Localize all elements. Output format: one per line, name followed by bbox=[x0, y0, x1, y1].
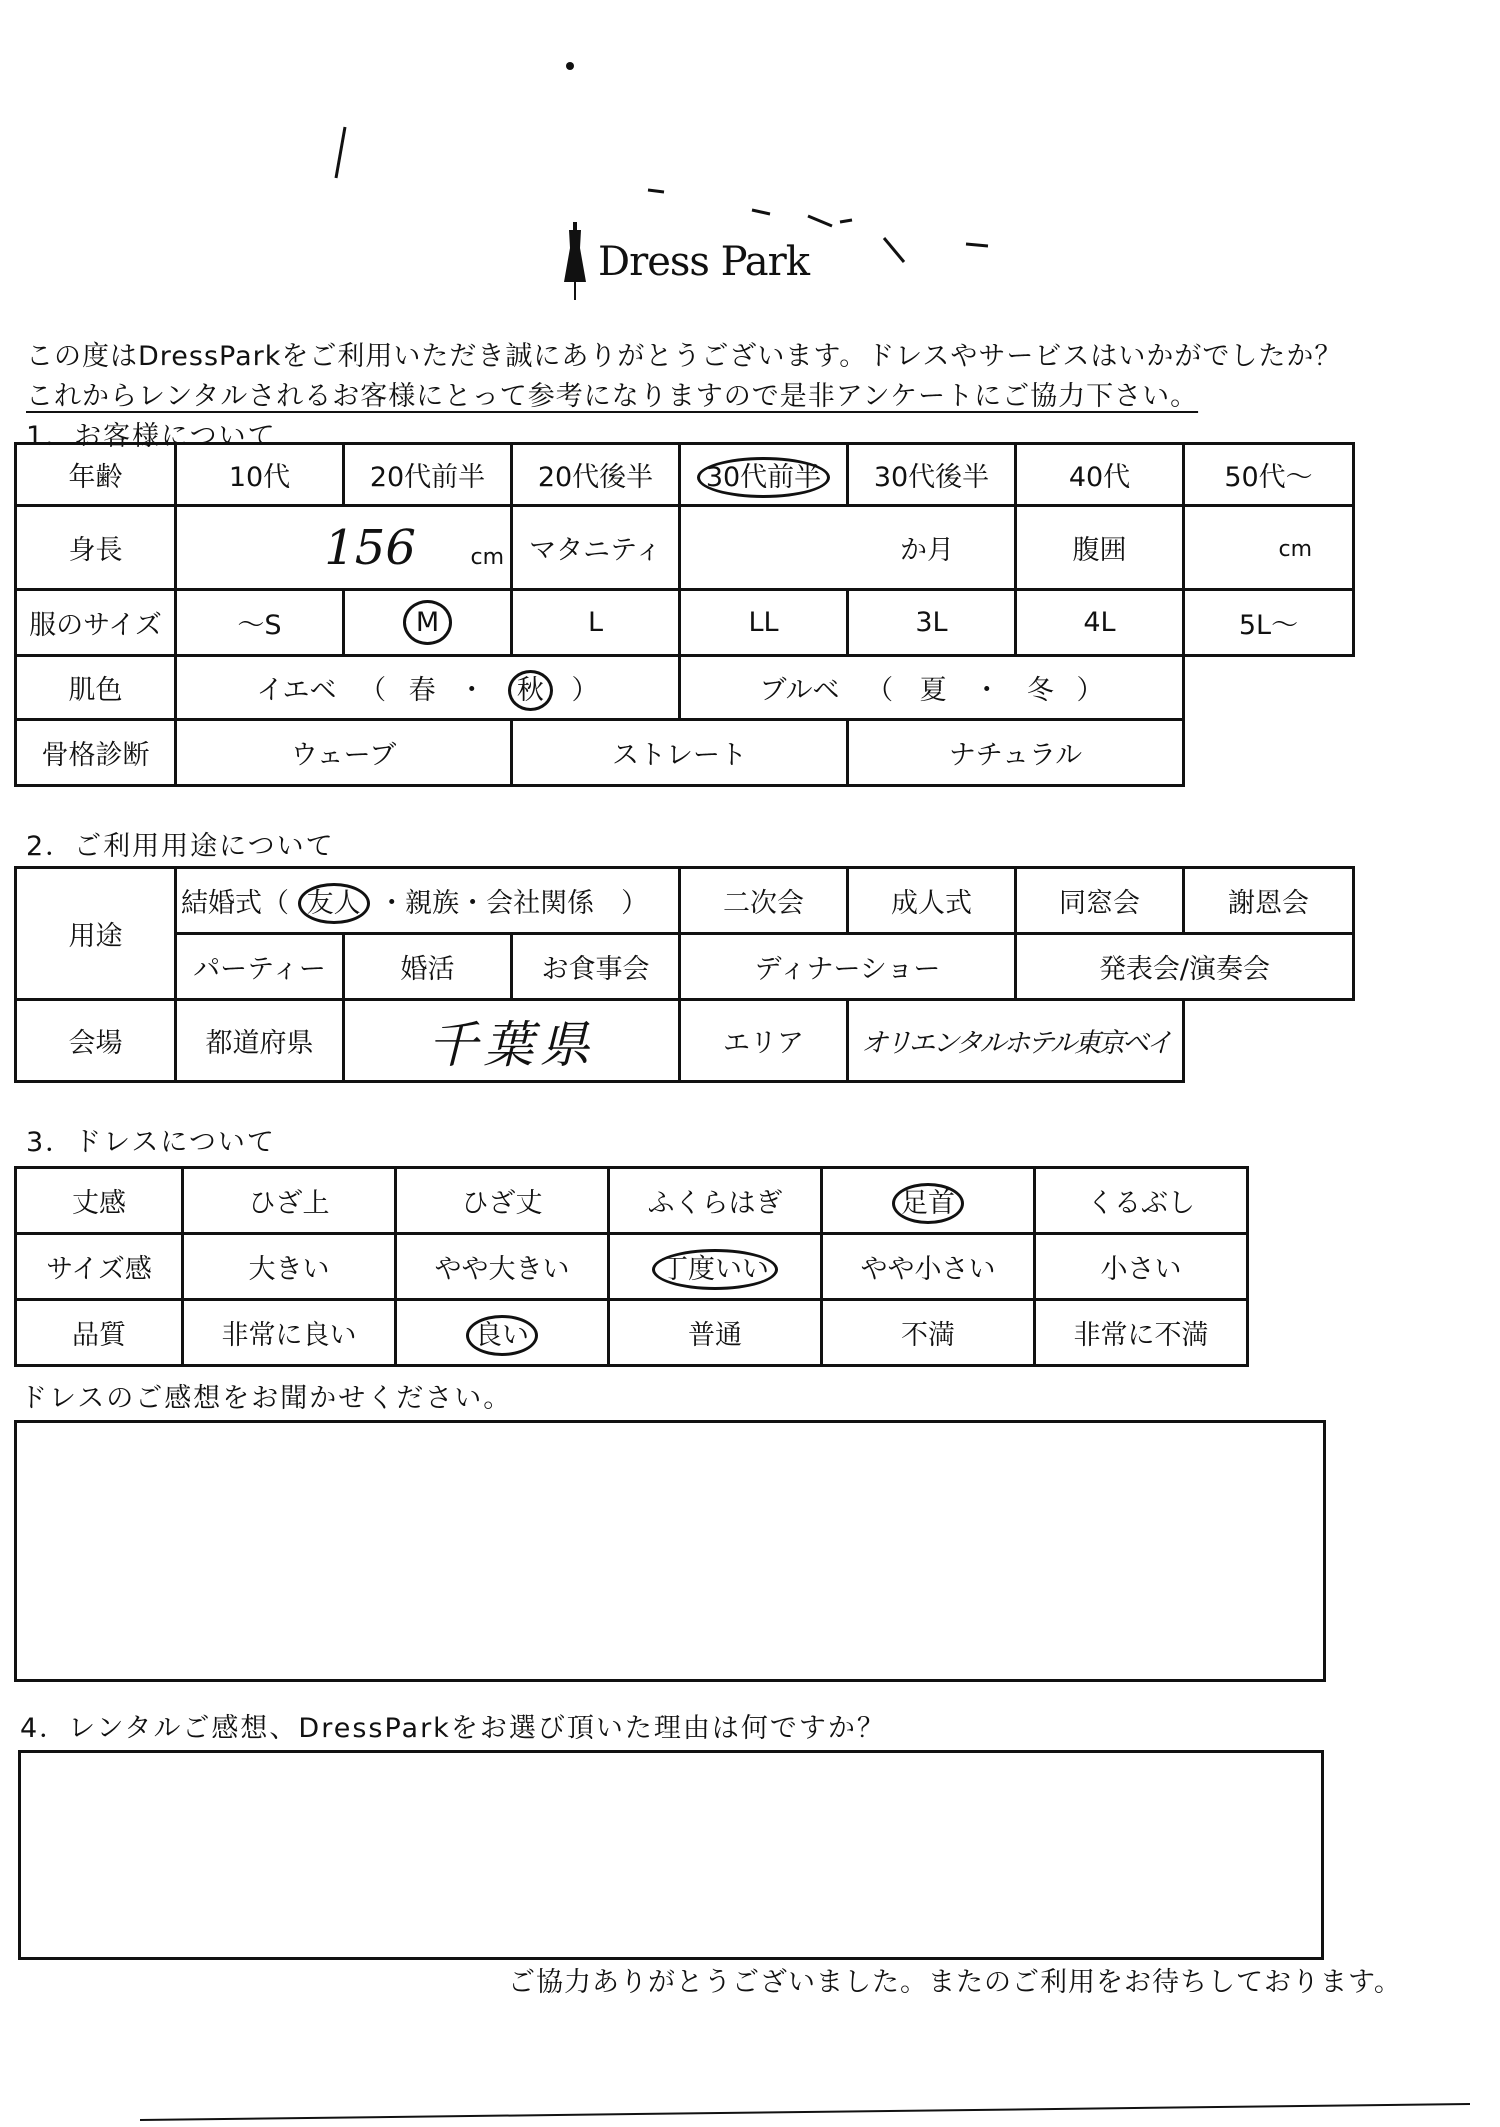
age-option[interactable]: 20代後半 bbox=[512, 444, 680, 506]
customer-table bbox=[14, 442, 1355, 787]
area-label: エリア bbox=[680, 1000, 848, 1082]
area-field[interactable] bbox=[848, 1000, 1184, 1082]
age-option[interactable]: 50代～ bbox=[1184, 444, 1354, 506]
age-label: 年齢 bbox=[16, 444, 176, 506]
frame-label: 骨格診断 bbox=[16, 720, 176, 786]
section-3-heading: 3．ドレスについて bbox=[26, 1127, 276, 1158]
age-option[interactable]: 20代前半 bbox=[344, 444, 512, 506]
age-option[interactable]: 30代後半 bbox=[848, 444, 1016, 506]
paren-open: （ bbox=[866, 675, 894, 706]
frame-option[interactable]: ウェーブ bbox=[176, 720, 512, 786]
prefecture-field[interactable] bbox=[344, 1000, 680, 1082]
paren-open: （ bbox=[359, 675, 387, 706]
usage-option[interactable]: 謝恩会 bbox=[1184, 868, 1354, 934]
dress-comment-prompt: ドレスのご感想をお聞かせください。 bbox=[20, 1383, 513, 1414]
height-field[interactable] bbox=[176, 506, 512, 590]
thanks-message: ご協力ありがとうございました。またのご利用をお待ちしております。 bbox=[508, 1967, 1402, 1998]
usage-option[interactable]: 成人式 bbox=[848, 868, 1016, 934]
section-1-heading: 1．お客様について bbox=[26, 421, 277, 452]
quality-option[interactable]: 非常に良い bbox=[183, 1300, 396, 1366]
size-label: 服のサイズ bbox=[16, 590, 176, 656]
empty-cell bbox=[1184, 656, 1354, 720]
summer-option[interactable]: 夏 bbox=[919, 675, 947, 706]
usage-label: 用途 bbox=[16, 868, 176, 1000]
length-option[interactable]: ふくらはぎ bbox=[609, 1168, 822, 1234]
selection-circle: 足首 bbox=[892, 1183, 964, 1224]
fit-option-selected[interactable] bbox=[609, 1234, 822, 1300]
length-label: 丈感 bbox=[16, 1168, 183, 1234]
dot: ・ bbox=[458, 675, 486, 706]
months-unit: か月 bbox=[900, 535, 954, 566]
frame-option[interactable]: ストレート bbox=[512, 720, 848, 786]
size-option[interactable]: ～S bbox=[176, 590, 344, 656]
skin-row bbox=[16, 656, 1354, 720]
age-option[interactable]: 40代 bbox=[1016, 444, 1184, 506]
venue-label: 会場 bbox=[16, 1000, 176, 1082]
quality-option[interactable]: 非常に不満 bbox=[1035, 1300, 1248, 1366]
fit-option[interactable]: やや小さい bbox=[822, 1234, 1035, 1300]
skin-blue-group[interactable] bbox=[680, 656, 1184, 720]
empty-cell bbox=[1184, 1000, 1354, 1082]
paren-close: ） bbox=[1076, 675, 1104, 706]
intro-line-1: この度はDressParkをご利用いただき誠にありがとうございます。ドレスやサービスはいかがでしたか？ bbox=[26, 341, 1343, 372]
size-option[interactable]: 5L～ bbox=[1184, 590, 1354, 656]
venue-row bbox=[16, 1000, 1354, 1082]
section-4-heading: 4．レンタルご感想、DressParkをお選び頂いた理由は何ですか？ bbox=[20, 1713, 886, 1744]
size-option[interactable]: LL bbox=[680, 590, 848, 656]
size-option[interactable]: 4L bbox=[1016, 590, 1184, 656]
usage-option[interactable]: 婚活 bbox=[344, 934, 512, 1000]
area-value: オリエンタルホテル東京ベイ bbox=[860, 1028, 1171, 1059]
size-option[interactable]: L bbox=[512, 590, 680, 656]
usage-option[interactable]: ディナーショー bbox=[680, 934, 1016, 1000]
fit-option[interactable]: やや大きい bbox=[396, 1234, 609, 1300]
usage-option[interactable]: 二次会 bbox=[680, 868, 848, 934]
usage-option[interactable]: 発表会/演奏会 bbox=[1016, 934, 1354, 1000]
quality-row bbox=[16, 1300, 1248, 1366]
usage-option[interactable]: パーティー bbox=[176, 934, 344, 1000]
quality-option-selected[interactable] bbox=[396, 1300, 609, 1366]
quality-option[interactable]: 普通 bbox=[609, 1300, 822, 1366]
size-row bbox=[16, 590, 1354, 656]
waist-unit: cm bbox=[1278, 537, 1312, 562]
quality-label: 品質 bbox=[16, 1300, 183, 1366]
length-option[interactable]: くるぶし bbox=[1035, 1168, 1248, 1234]
usage-option[interactable]: 同窓会 bbox=[1016, 868, 1184, 934]
length-option[interactable]: ひざ丈 bbox=[396, 1168, 609, 1234]
frame-option[interactable]: ナチュラル bbox=[848, 720, 1184, 786]
fit-label: サイズ感 bbox=[16, 1234, 183, 1300]
frame-row bbox=[16, 720, 1354, 786]
wedding-friend-selected[interactable]: 友人 bbox=[298, 883, 370, 924]
dot: ・ bbox=[973, 675, 1001, 706]
winter-option[interactable]: 冬 bbox=[1026, 675, 1054, 706]
usage-option[interactable]: お食事会 bbox=[512, 934, 680, 1000]
fit-option[interactable]: 大きい bbox=[183, 1234, 396, 1300]
usage-row-1 bbox=[16, 868, 1354, 934]
prefecture-value: 千葉県 bbox=[427, 1015, 596, 1074]
usage-table bbox=[14, 866, 1355, 1083]
skin-yellow-group[interactable] bbox=[176, 656, 680, 720]
age-row bbox=[16, 444, 1354, 506]
height-unit: cm bbox=[470, 544, 504, 570]
wedding-rest: ・親族・会社関係 ） bbox=[378, 888, 649, 919]
autumn-option-selected[interactable]: 秋 bbox=[508, 670, 553, 711]
length-option-selected[interactable] bbox=[822, 1168, 1035, 1234]
skin-label: 肌色 bbox=[16, 656, 176, 720]
dress-table bbox=[14, 1166, 1249, 1367]
size-option-selected[interactable] bbox=[344, 590, 512, 656]
usage-row-2 bbox=[16, 934, 1354, 1000]
waist-label: 腹囲 bbox=[1016, 506, 1184, 590]
wedding-prefix: 結婚式（ bbox=[181, 888, 289, 919]
selection-circle: 30代前半 bbox=[697, 457, 830, 498]
selection-circle: 丁度いい bbox=[652, 1249, 778, 1290]
fit-row bbox=[16, 1234, 1248, 1300]
paren-close: ） bbox=[571, 675, 599, 706]
age-option-selected[interactable] bbox=[680, 444, 848, 506]
maternity-months-field[interactable] bbox=[680, 506, 1016, 590]
length-row bbox=[16, 1168, 1248, 1234]
age-option[interactable]: 10代 bbox=[176, 444, 344, 506]
intro-line-2: これからレンタルされるお客様にとって参考になりますので是非アンケートにご協力下さい。 bbox=[26, 381, 1199, 412]
spring-option[interactable]: 春 bbox=[408, 675, 436, 706]
section-2-heading: 2．ご利用用途について bbox=[26, 831, 335, 862]
height-label: 身長 bbox=[16, 506, 176, 590]
waist-field[interactable] bbox=[1184, 506, 1354, 590]
size-option[interactable]: 3L bbox=[848, 590, 1016, 656]
selection-circle: 良い bbox=[466, 1315, 538, 1356]
fit-option[interactable]: 小さい bbox=[1035, 1234, 1248, 1300]
blue-base-label: ブルベ bbox=[759, 675, 840, 706]
brand-name: Dress Park bbox=[598, 239, 809, 285]
quality-option[interactable]: 不満 bbox=[822, 1300, 1035, 1366]
wedding-option[interactable] bbox=[176, 868, 680, 934]
prefecture-label: 都道府県 bbox=[176, 1000, 344, 1082]
brand-logo bbox=[558, 222, 809, 302]
height-value: 156 bbox=[324, 519, 416, 576]
selection-circle: M bbox=[403, 600, 452, 645]
empty-cell bbox=[1184, 720, 1354, 786]
maternity-label: マタニティ bbox=[512, 506, 680, 590]
yellow-base-label: イエベ bbox=[256, 675, 337, 706]
length-option[interactable]: ひざ上 bbox=[183, 1168, 396, 1234]
rental-comment-box[interactable] bbox=[18, 1750, 1324, 1960]
dress-comment-box[interactable] bbox=[14, 1420, 1326, 1682]
dress-icon bbox=[558, 222, 592, 302]
height-row bbox=[16, 506, 1354, 590]
